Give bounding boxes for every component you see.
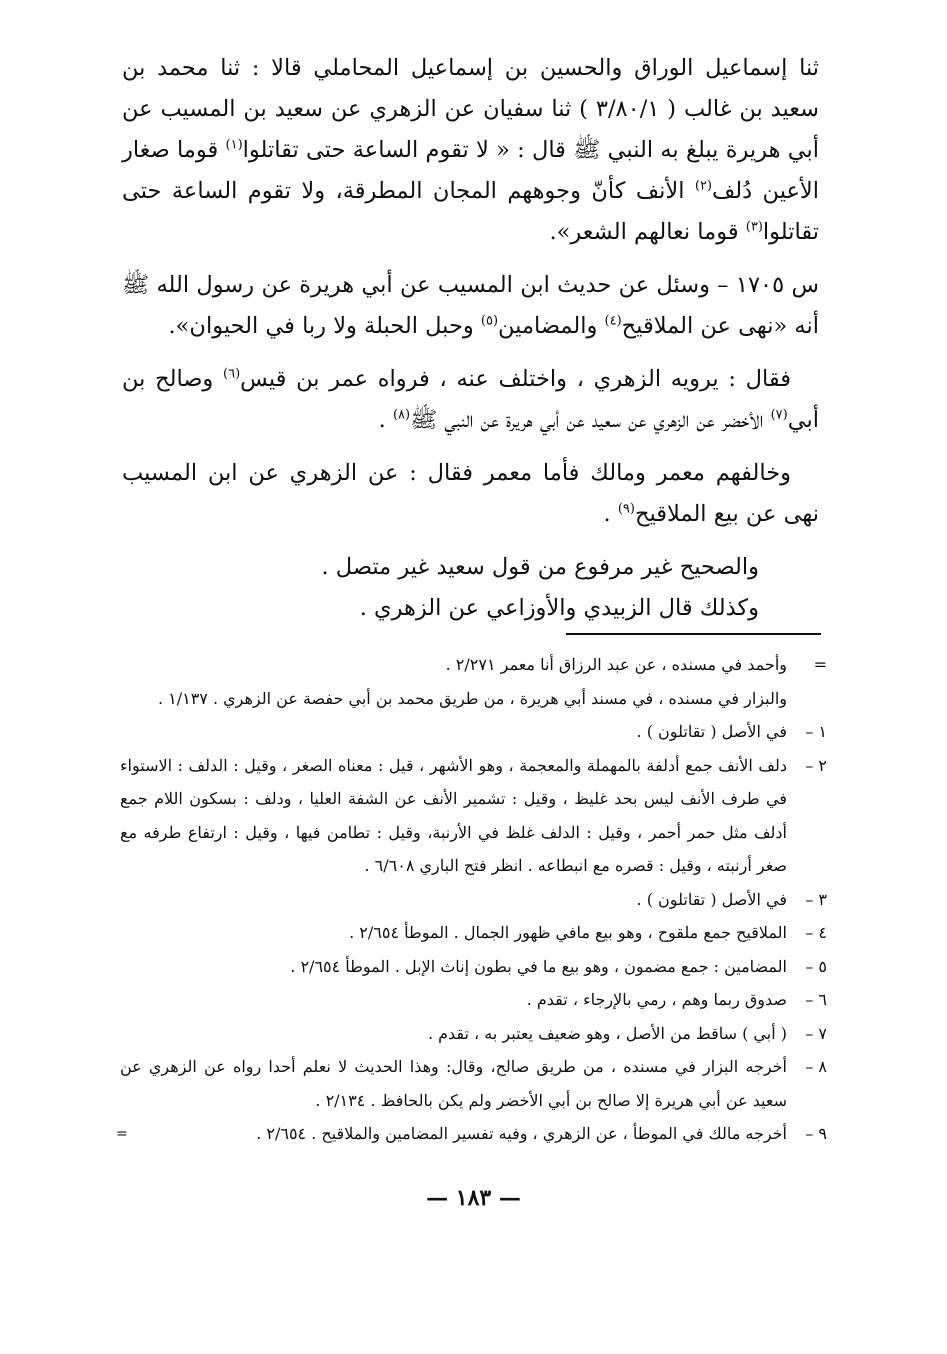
footnote-number: ١ – xyxy=(805,722,827,741)
footnotes-section xyxy=(120,648,827,1151)
footnote-number: ٢ – xyxy=(805,755,827,775)
main-text xyxy=(122,48,819,629)
footnote-item xyxy=(120,883,827,917)
footnote-text: في الأصل ( تقاتلون ) . xyxy=(636,889,787,909)
paragraph-2: س ١٧٠٥ – وسئل عن حديث ابن المسيب عن أبي هريرة عن رسول الله ﷺ أنه «نهى عن الملاقيح$^{(٤)}$ والمضامين$^{(٥)}$ وحبل الحبلة ولا ربا في الحيوان». xyxy=(122,272,820,339)
footnote-item xyxy=(120,916,827,950)
margin-mark: = xyxy=(116,1126,128,1142)
paragraph-4: وخالفهم معمر ومالك فأما معمر فقال : عن الزهري عن ابن المسيب نهى عن بيع الملاقيح$^{(٩)}$ . xyxy=(122,460,819,527)
footnote-ref-2[interactable]: (٢) xyxy=(694,178,712,194)
footnote-ref-6[interactable]: (٦) xyxy=(223,366,241,382)
footnote-item xyxy=(120,715,827,749)
footnote-ref-4[interactable]: (٤) xyxy=(604,313,622,329)
footnote-text: المضامين : جمع مضمون ، وهو بيع ما في بطون إناث الإبل . الموطأ ٢/٦٥٤ . xyxy=(290,956,787,976)
footnote-text: صدوق ربما وهم ، رمي بالإرجاء ، تقدم . xyxy=(526,990,787,1009)
footnote-item xyxy=(120,749,827,883)
footnote-item xyxy=(120,648,827,682)
footnote-number: ٤ – xyxy=(805,923,827,942)
footnote-number: ٩ – xyxy=(805,1124,827,1143)
footnote-item xyxy=(120,983,827,1017)
footnote-text: الملاقيح جمع ملقوح ، وهو بيع مافي ظهور الجمال . الموطأ ٢/٦٥٤ . xyxy=(349,923,787,942)
footnote-text: والبزار في مسنده ، في مسند أبي هريرة ، من طريق محمد بن أبي حفصة عن الزهري . ١/١٣٧ . xyxy=(157,688,787,708)
footnote-number: = xyxy=(813,655,827,674)
footnote-text: وأحمد في مسنده ، عن عبد الرزاق أنا معمر ٢/٢٧١ . xyxy=(445,655,787,674)
footnote-ref-3[interactable]: (٣) xyxy=(745,219,763,235)
footnote-text: في الأصل ( تقاتلون ) . xyxy=(636,722,787,741)
paragraph-1: ثنا إسماعيل الوراق والحسين بن إسماعيل المحاملي قالا : ثنا محمد بن سعيد بن غالب ( ٣/٨٠/١ ) ثنا سفيان عن الزهري عن سعيد بن المسيب عن أبي هريرة يبلغ به النبي ﷺ قال : « لا تقوم الساعة حتى تقاتلوا$^{(١)}$ قوما صغار الأعين دُلف$^{(٢)}$ الأنف كأنّ وجوههم المجان المطرقة، ولا تقوم الساعة حتى تقاتلوا$^{(٣)}$ قوما نعالهم الشعر». xyxy=(122,55,819,245)
footnote-text: أخرجه مالك في الموطأ ، عن الزهري ، وفيه تفسير المضامين والملاقيح . ٢/٦٥٤ . xyxy=(256,1124,787,1143)
footnote-text: ( أبي ) ساقط من الأصل ، وهو ضعيف يعتبر به ، تقدم . xyxy=(427,1023,787,1043)
footnote-number: ٨ – xyxy=(805,1057,827,1076)
footnote-number: ٧ – xyxy=(805,1023,827,1043)
footnote-ref-8[interactable]: (٨) xyxy=(392,407,411,423)
footnote-number: ٦ – xyxy=(805,990,827,1009)
footnote-text: أخرجه البزار في مسنده ، من طريق صالح، وقال: وهذا الحديث لا نعلم أحدا رواه عن الزهري عن سعيد عن أبي هريرة إلا صالح بن أبي الأخضر ولم يكن بالحافظ . ٢/١٣٤ . xyxy=(120,1057,787,1110)
footnote-text: دلف الأنف جمع أدلفة بالمهملة والمعجمة ، وهو الأشهر ، قيل : معناه الصغر ، وقيل : الدلف : الاستواء في طرف الأنف ليس بحد غليظ ، وقيل : تشمير الأنف عن الشفة العليا ، ودلف : بسكون اللام جمع أدلف مثل حمر أحمر ، وقيل : الدلف غلظ في الأرنبة، وقيل : تطامن فيها ، وقيل : ارتفاع طرفه مع صغر أرنبته ، وقيل : قصره مع انبطاعه . انظر فتح الباري ٦/٦٠٨ . xyxy=(120,755,787,875)
paragraph-3: فقال : يرويه الزهري ، واختلف عنه ، فرواه عمر بن قيس$^{(٦)}$ وصالح بن أبي$^{(٧)}$ الأخضر عن الزهري عن سعيد عن أبي هريرة عن النبي ﷺ$^{(٨)}$ . xyxy=(122,366,819,433)
footnote-number xyxy=(787,682,827,716)
footnote-ref-7[interactable]: (٧) xyxy=(770,407,788,423)
footnote-separator xyxy=(566,633,821,635)
footnote-item xyxy=(120,682,827,716)
footnote-number: ٥ – xyxy=(805,956,827,976)
footnote-item xyxy=(120,950,827,984)
footnote-ref-9[interactable]: (٩) xyxy=(617,501,635,517)
page-number: — ١٨٣ — xyxy=(426,1185,521,1211)
footnote-number: ٣ – xyxy=(805,889,827,909)
paragraph-5: والصحيح غير مرفوع من قول سعيد غير متصل . xyxy=(321,554,759,580)
footnote-item xyxy=(120,1117,827,1151)
footnote-ref-1[interactable]: (١) xyxy=(225,137,243,153)
footnote-ref-5[interactable]: (٥) xyxy=(480,313,499,329)
footnote-item xyxy=(120,1050,827,1117)
paragraph-6: وكذلك قال الزبيدي والأوزاعي عن الزهري . xyxy=(359,595,759,621)
footnote-item xyxy=(120,1017,827,1051)
